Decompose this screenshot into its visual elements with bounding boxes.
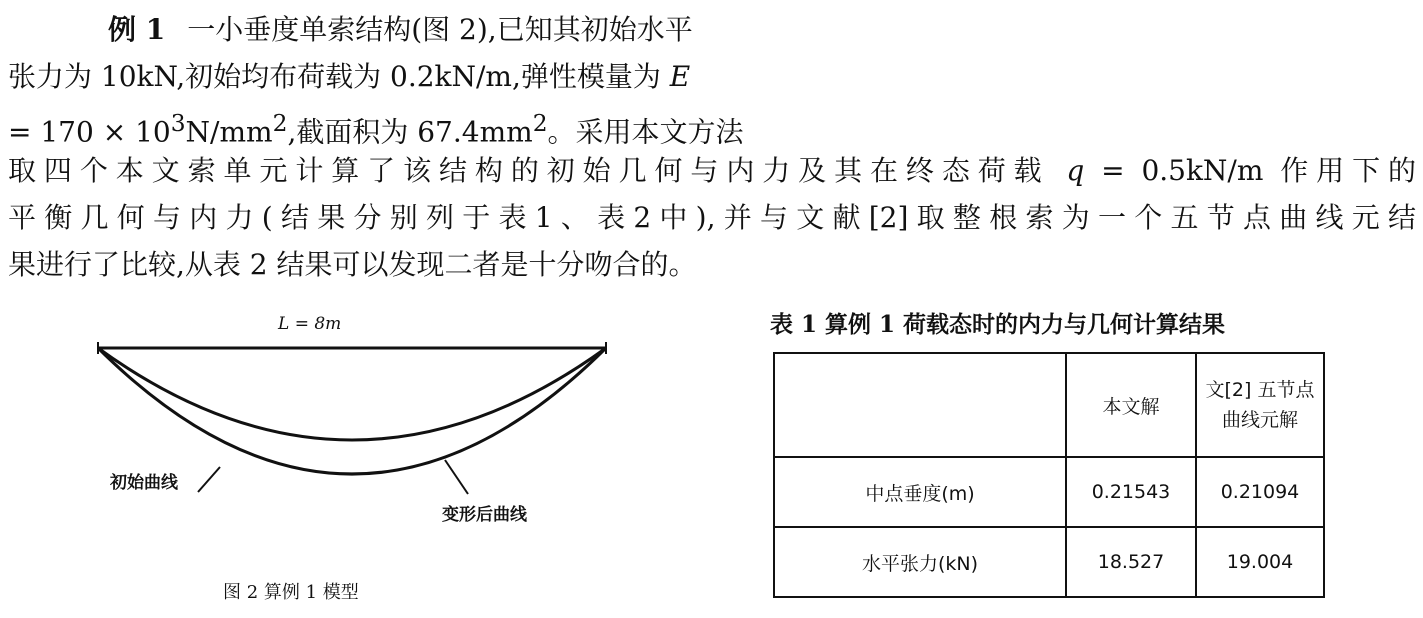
paragraph-line-3 [8, 100, 1416, 147]
cable-model-figure [80, 302, 640, 612]
header-ref-line1: 文[2] 五节点 [1205, 379, 1315, 401]
figure-caption: 图 2 算例 1 模型 [223, 582, 359, 603]
paragraph-line-6 [8, 241, 1416, 288]
cable-diagram [80, 302, 640, 612]
header-ours: 本文解 [1066, 353, 1196, 457]
paragraph-text: 。采用本文方法 [547, 115, 744, 147]
paragraph-text: ,截面积为 67.4mm [287, 115, 533, 147]
header-ref-line2: 曲线元解 [1221, 409, 1298, 431]
row-ours-value: 18.527 [1066, 527, 1196, 597]
paragraph-text: 取四个本文索单元计算了该结构的初始几何与内力及其在终态荷载 [8, 154, 1067, 187]
superscript: 2 [272, 109, 288, 137]
span-label: L = 8m [278, 314, 342, 334]
row-ours-value: 0.21543 [1066, 457, 1196, 527]
row-ref-value: 0.21094 [1196, 457, 1324, 527]
load-symbol: q [1066, 154, 1085, 187]
row-label: 中点垂度(m) [774, 457, 1066, 527]
example-paragraph [8, 6, 1416, 288]
paragraph-line-2 [8, 53, 1416, 100]
superscript: 2 [532, 109, 548, 137]
initial-curve-label: 初始曲线 [110, 473, 178, 493]
paragraph-text: N/mm [185, 115, 273, 147]
paragraph-text: = 0.5kN/m 作用下的 [1084, 154, 1416, 187]
table-row [774, 527, 1324, 597]
deformed-curve-label: 变形后曲线 [442, 505, 527, 525]
superscript: 3 [170, 109, 186, 137]
paragraph-text: 果进行了比较,从表 2 结果可以发现二者是十分吻合的。 [8, 248, 697, 281]
results-table [773, 352, 1325, 598]
paragraph-line-1 [8, 6, 1416, 53]
paragraph-line-5 [8, 194, 1416, 241]
table-row [774, 457, 1324, 527]
modulus-symbol: E [669, 60, 691, 93]
table-corner-cell [774, 353, 1066, 457]
initial-curve [98, 348, 606, 440]
deformed-curve [98, 348, 606, 474]
paragraph-text: 平衡几何与内力(结果分别列于表1、表2中),并与文献[2]取整根索为一个五节点曲线元结 [8, 201, 1416, 234]
example-label: 例 1 [108, 13, 166, 46]
initial-curve-leader [198, 467, 220, 492]
table-caption: 表 1 算例 1 荷载态时的内力与几何计算结果 [770, 311, 1226, 338]
paragraph-text: 张力为 10kN,初始均布荷载为 0.2kN/m,弹性模量为 [8, 60, 670, 93]
header-ref [1196, 353, 1324, 457]
row-ref-value: 19.004 [1196, 527, 1324, 597]
table-header-row [774, 353, 1324, 457]
deformed-curve-leader [445, 460, 468, 494]
row-label: 水平张力(kN) [774, 527, 1066, 597]
paragraph-text: 一小垂度单索结构(图 2),已知其初始水平 [187, 13, 693, 46]
paragraph-text: = 170 × 10 [8, 115, 171, 147]
paragraph-line-4 [8, 147, 1416, 194]
